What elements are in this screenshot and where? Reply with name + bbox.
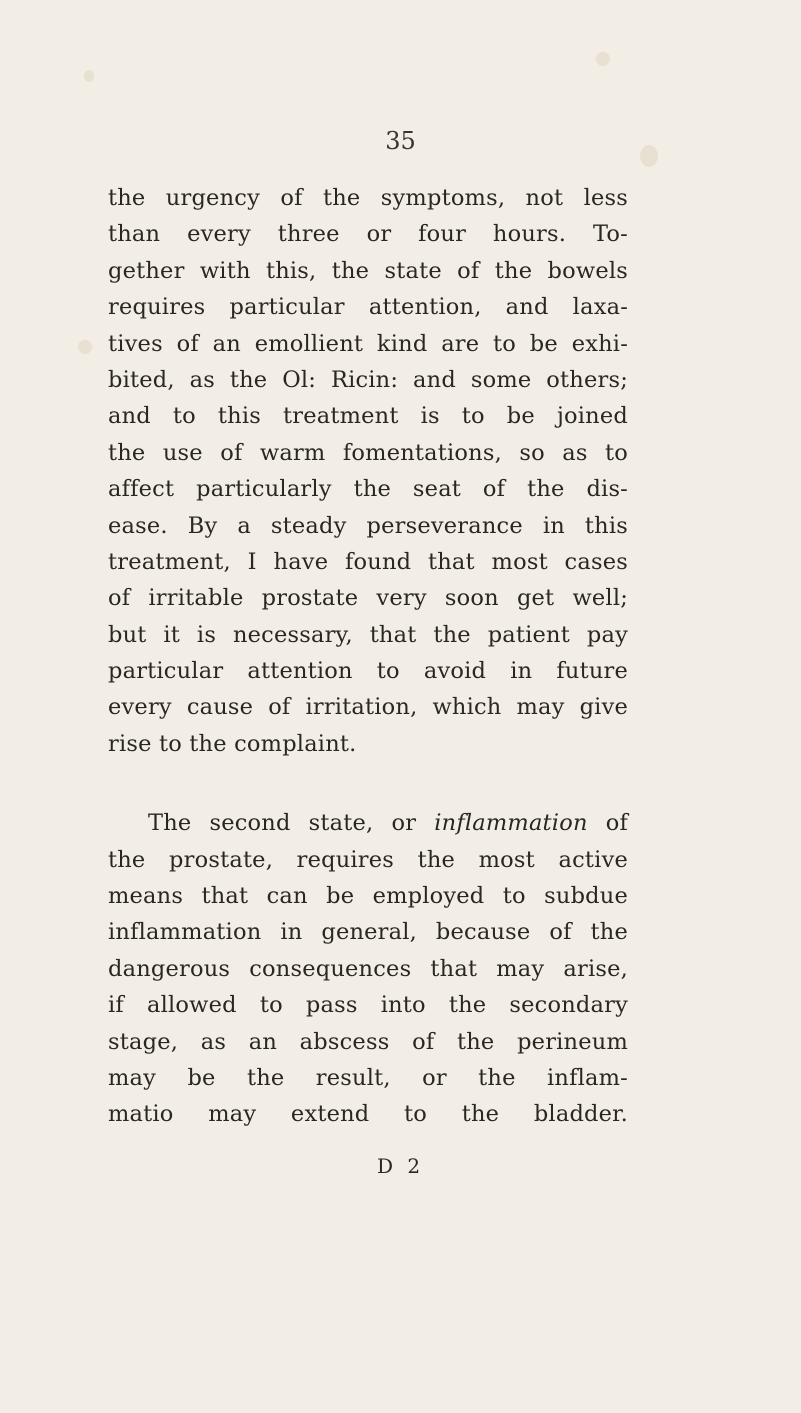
paragraph — [108, 180, 628, 762]
text-line: dangerous consequences that may arise, — [108, 955, 628, 982]
paragraph — [108, 805, 628, 1133]
text-line — [108, 805, 628, 841]
text-line: means that can be employed to subdue — [108, 883, 628, 910]
text-line: stage, as an abscess of the perineum — [108, 1028, 628, 1055]
text-line: requires particular attention, and laxa- — [108, 294, 628, 321]
text-line: the urgency of the symptoms, not less — [108, 185, 628, 211]
text-line: affect particularly the seat of the dis- — [108, 476, 628, 503]
text-line: gether with this, the state of the bowels — [108, 257, 628, 284]
italic-term: inflammation — [434, 810, 588, 837]
paragraph-gap — [108, 762, 628, 805]
text-run: The second state, or — [148, 810, 435, 837]
text-line: may be the result, or the inflam- — [108, 1064, 628, 1091]
text-line: the prostate, requires the most active — [108, 846, 628, 873]
paper-stain — [84, 70, 94, 82]
page-number: 35 — [385, 127, 416, 155]
signature-mark: D 2 — [376, 1154, 425, 1178]
text-line: but it is necessary, that the patient pay — [108, 621, 628, 648]
text-line: rise to the complaint. — [108, 730, 357, 757]
text-run: of — [587, 810, 628, 837]
text-line: treatment, I have found that most cases — [108, 548, 628, 575]
paper-stain — [596, 52, 610, 66]
paper-stain — [78, 340, 92, 354]
text-line: if allowed to pass into the secondary — [108, 992, 628, 1019]
text-line: than every three or four hours. To- — [108, 221, 628, 248]
text-line: bited, as the Ol: Ricin: and some others; — [108, 366, 628, 393]
text-line: of irritable prostate very soon get well; — [108, 585, 628, 612]
text-line: matio may extend to the bladder. — [108, 1101, 628, 1128]
text-line: inflammation in general, because of the — [108, 919, 628, 946]
text-line: tives of an emollient kind are to be exhi- — [108, 330, 628, 357]
text-line: the use of warm fomentations, so as to — [108, 439, 628, 466]
text-line: ease. By a steady perseverance in this — [108, 512, 628, 539]
text-line: every cause of irritation, which may give — [108, 694, 628, 721]
body-text — [108, 180, 628, 1133]
text-line: and to this treatment is to be joined — [108, 403, 628, 430]
text-line: particular attention to avoid in future — [108, 658, 628, 685]
